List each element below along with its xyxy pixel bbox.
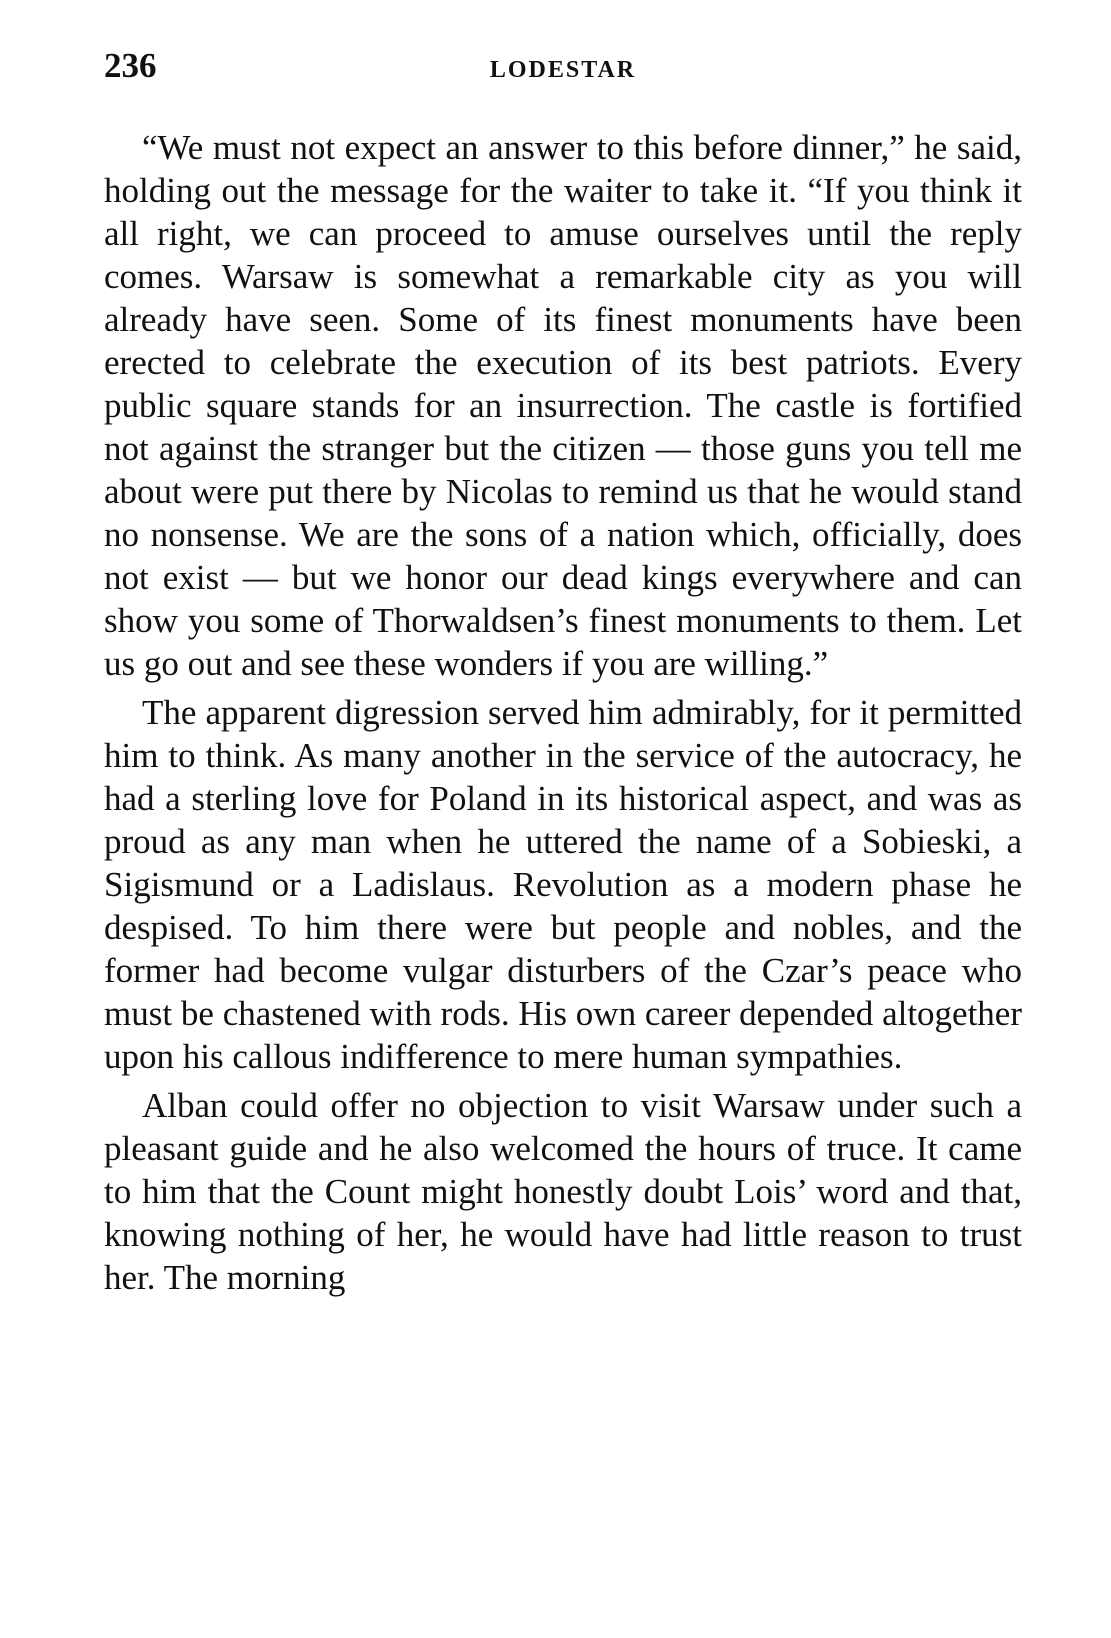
running-title: LODESTAR bbox=[489, 57, 637, 83]
paragraph-3: Alban could offer no objection to visit Warsaw under such a pleasant guide and he also welcomed the hours of truce. It came to him that the Count might honestly doubt Lois’ word and that, knowing nothing of her, he would have had little reason to trust her. The morning bbox=[104, 1086, 1022, 1297]
page-number: 236 bbox=[104, 46, 157, 85]
running-header bbox=[104, 40, 1022, 92]
book-page bbox=[104, 40, 1022, 1305]
paragraph-1: “We must not expect an answer to this before dinner,” he said, holding out the message for the waiter to take it. “If you think it all right, we can proceed to amuse ourselves until the reply comes. Warsaw is somewhat a remarkable city as you will already have seen. Some of its finest monuments have been erected to celebrate the execution of its best patriots. Every public square stands for an insurrection. The castle is fortified not against the stranger but the citizen — those guns you tell me about were put there by Nicolas to remind us that he would stand no nonsense. We are the sons of a nation which, officially, does not exist — but we honor our dead kings everywhere and can show you some of Thorwaldsen’s finest monuments to them. Let us go out and see these wonders if you are willing.” bbox=[104, 128, 1022, 683]
body-text bbox=[104, 126, 1022, 1299]
paragraph-2: The apparent digression served him admirably, for it permitted him to think. As many another in the service of the autocracy, he had a sterling love for Poland in its historical aspect, and was as proud as any man when he uttered the name of a Sobieski, a Sigismund or a Ladislaus. Revolution as a modern phase he despised. To him there were but people and nobles, and the former had become vulgar disturbers of the Czar’s peace who must be chastened with rods. His own career depended altogether upon his callous indifference to mere human sympathies. bbox=[104, 693, 1022, 1076]
